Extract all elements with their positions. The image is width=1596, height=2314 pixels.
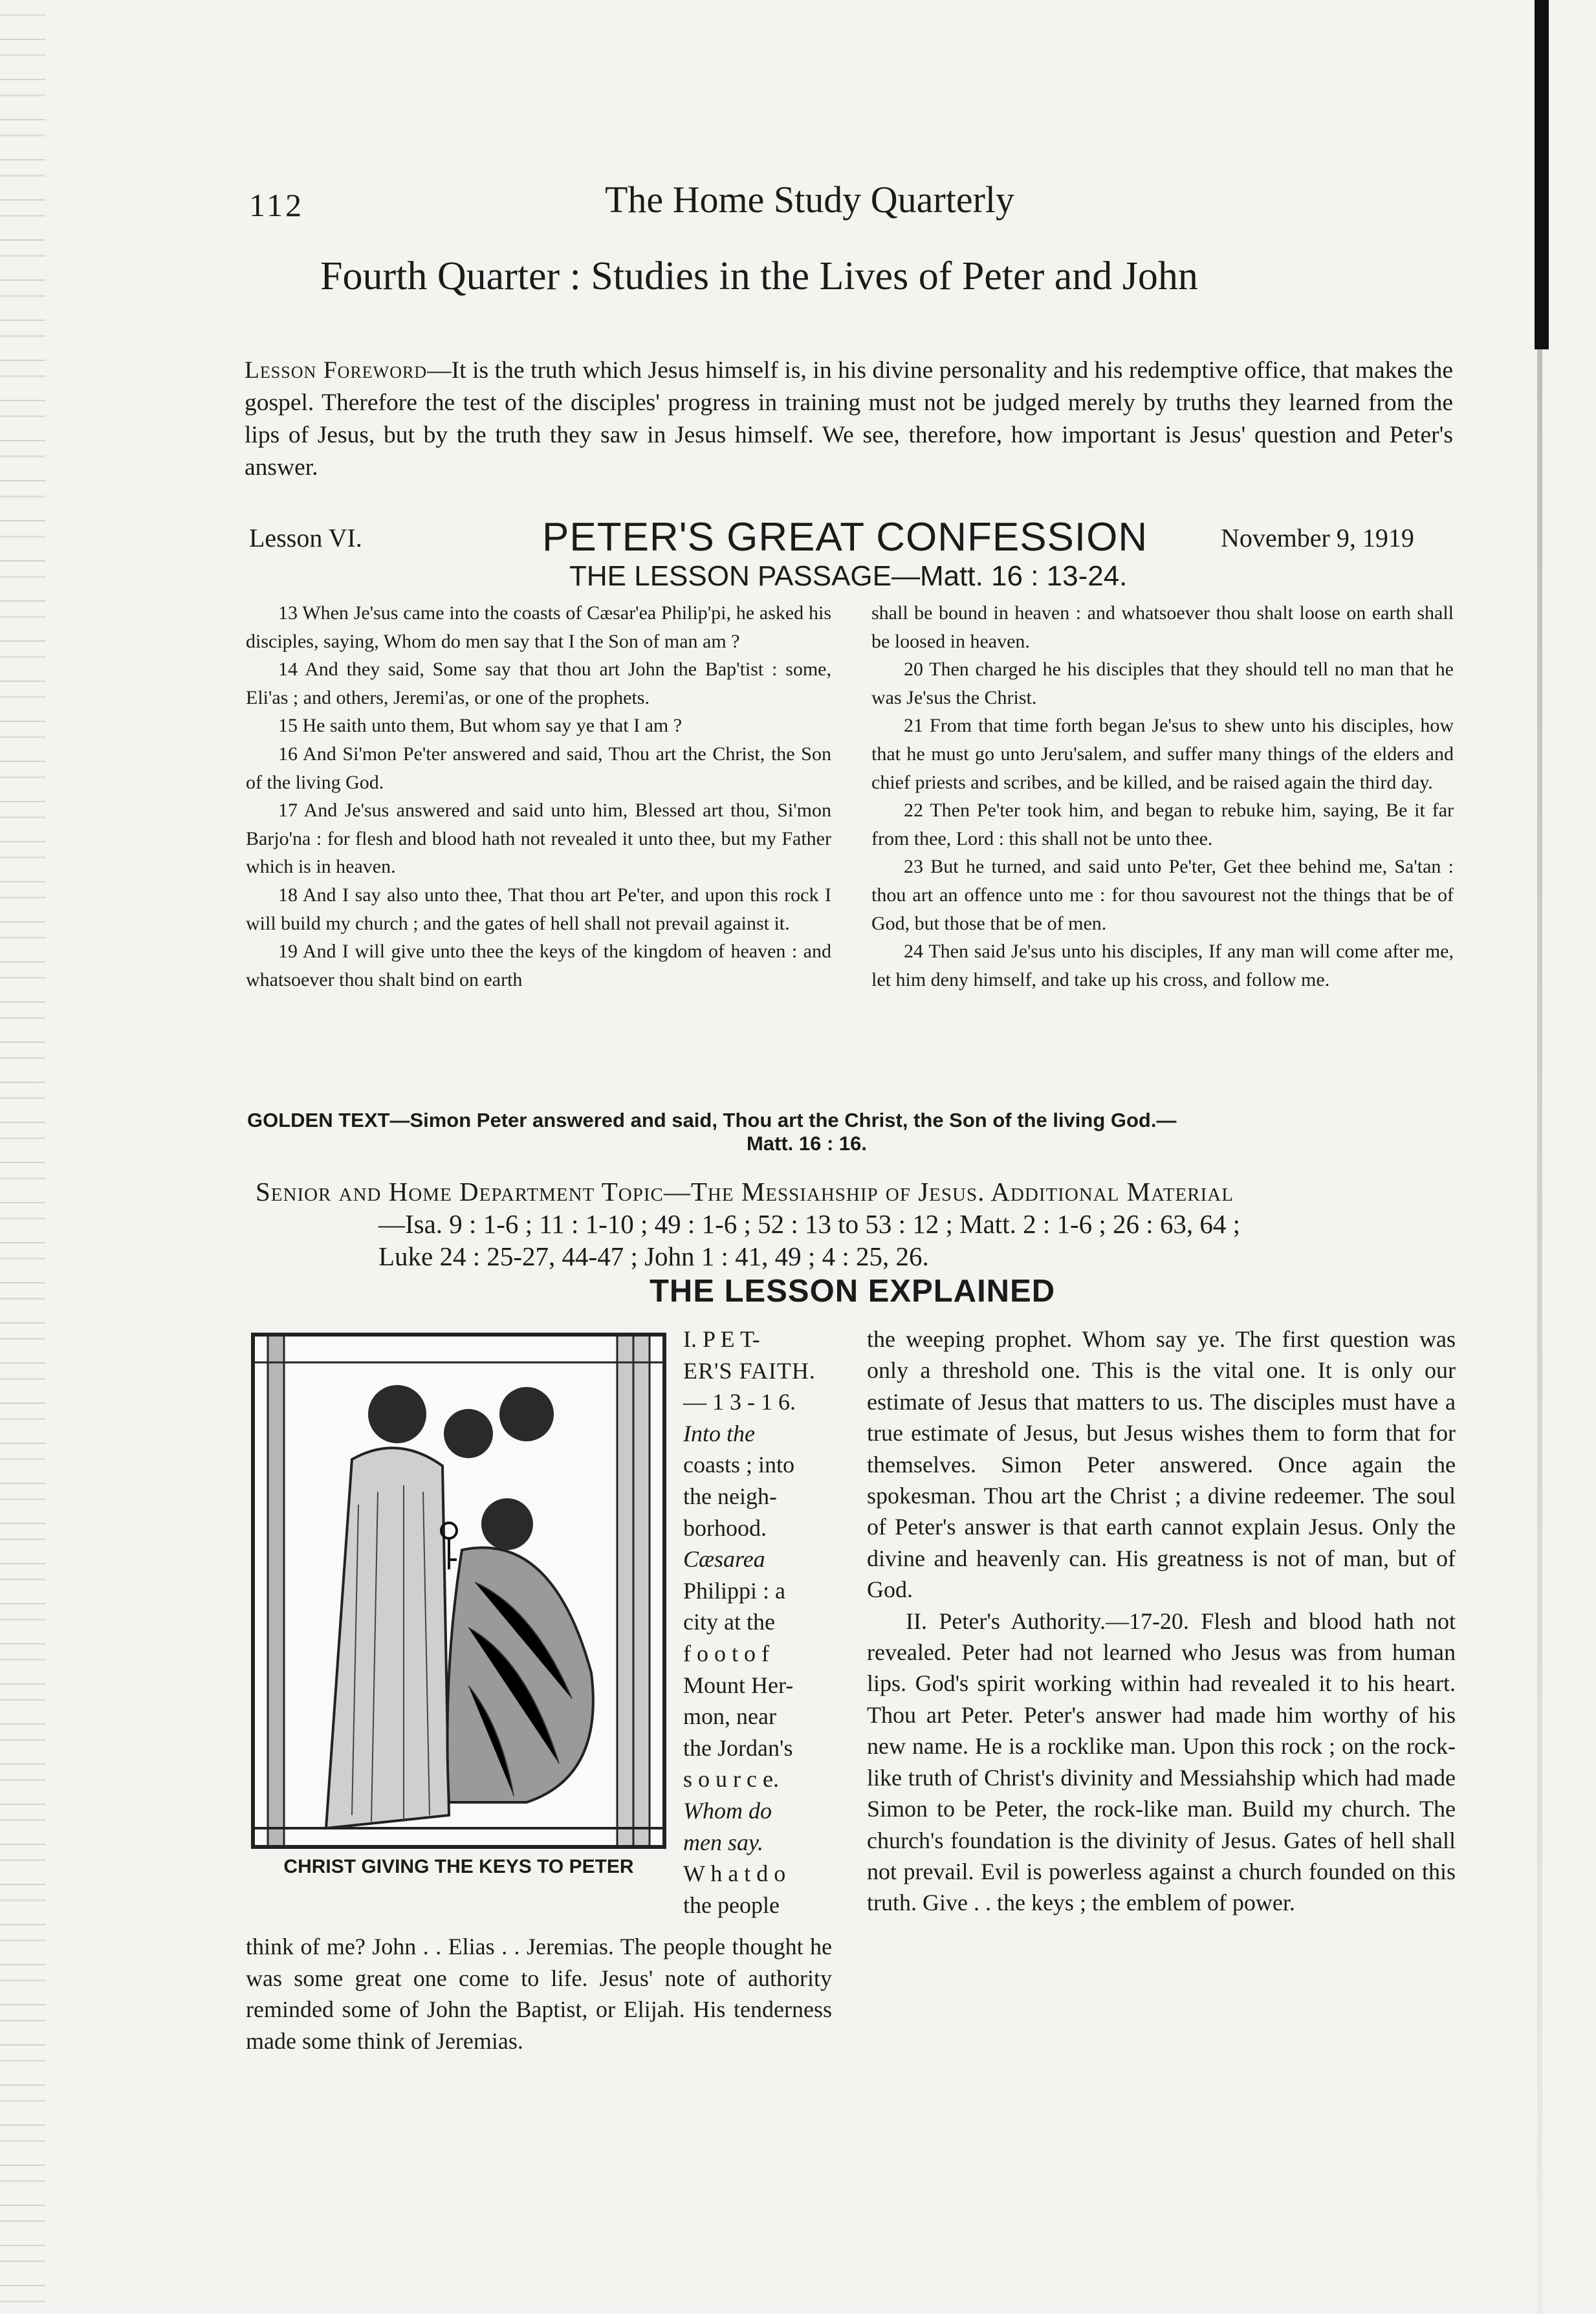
peters-faith-continuation: think of me? John . . Elias . . Jeremias. The people thought he was some great one come to life. Jesus' note of authority reminded some of John the Baptist, or Elijah. His tenderness made some think of Jeremias.	[246, 1934, 832, 2054]
narrow-line: s o u r c e.	[683, 1766, 779, 1793]
narrow-line: coasts ; into	[683, 1452, 794, 1478]
verse: 14 And they said, Some say that thou art John the Bap'tist : some, Eli'as ; and others, Jeremi'as, or one of the prophets.	[246, 659, 831, 708]
golden-text	[247, 1109, 1463, 1155]
narrow-line: Into the	[683, 1420, 755, 1446]
engraving-image	[255, 1337, 662, 1845]
foreword-text: —It is the truth which Jesus himself is, in his divine personality and his redemptive office, that makes the gospel. Therefore the test of the disciples' progress in training must not be judged merely by truths they learned from the lips of Jesus, but by the truth they saw in Jesus himself. We see, therefore, how important is Jesus' question and Peter's answer.	[245, 357, 1453, 481]
page-number: 112	[249, 187, 305, 223]
senior-department-topic	[256, 1175, 1459, 1272]
verse: 24 Then said Je'sus unto his disciples, If any man will come after me, let him deny himself, and take up his cross, and follow me.	[871, 941, 1454, 990]
foreword-label: Lesson Foreword	[245, 357, 428, 384]
commentary-paragraph-1: the weeping prophet. Whom say ye. The first question was only a threshold one. This is the vital one. It is only our estimate of Jesus that matters to us. The disciples must have a true estimate of Jesus, but Jesus wishes them to form that for themselves. Simon Peter answered. Once again the spokesman. Thou art the Christ ; a divine redeemer. The soul of Peter's answer is that earth cannot explain Jesus. Only the divine and heavenly can. His greatness is not of man, but of God.	[867, 1326, 1456, 1603]
verse: 21 From that time forth began Je'sus to shew unto his disciples, how that he must go unto Jeru'salem, and suffer many things of the elders and chief priests and scribes, and be killed, and be raised again the third day.	[871, 715, 1454, 793]
narrow-line: mon, near	[683, 1703, 776, 1730]
narrow-line: Philippi : a	[683, 1577, 786, 1604]
verse: 20 Then charged he his disciples that they should tell no man that he was Je'sus the Christ.	[871, 659, 1454, 708]
passage-left-column	[246, 599, 831, 994]
narrow-line: borhood.	[683, 1514, 767, 1541]
verse: 17 And Je'sus answered and said unto him, Blessed art thou, Si'mon Barjo'na : for flesh and blood hath not revealed it unto thee, but my Father which is in heaven.	[246, 800, 831, 878]
narrow-line: Whom do	[683, 1797, 772, 1824]
lesson-explained-heading: THE LESSON EXPLAINED	[650, 1274, 1056, 1309]
verse: 23 But he turned, and said unto Pe'ter, Get thee behind me, Sa'tan : thou art an offence unto me : for thou savourest not the things that be of God, but those that be of men.	[871, 856, 1454, 934]
verse-continuation: shall be bound in heaven : and whatsoever thou shalt loose on earth shall be loosed in heaven.	[871, 602, 1454, 652]
running-title: The Home Study Quarterly	[605, 179, 1015, 221]
senior-line-3: Luke 24 : 25-27, 44-47 ; John 1 : 41, 49 ; 4 : 25, 26.	[378, 1241, 929, 1271]
verse: 15 He saith unto them, But whom say ye that I am ?	[278, 715, 683, 737]
verse: 13 When Je'sus came into the coasts of Cæsar'ea Philip'pi, he asked his disciples, saying, Whom do men say that I the Son of man am ?	[246, 602, 831, 652]
verse: 18 And I say also unto thee, That thou art Pe'ter, and upon this rock I will build my church ; and the gates of hell shall not prevail against it.	[246, 884, 831, 934]
narrow-line: men say.	[683, 1829, 763, 1855]
narrow-line: the Jordan's	[683, 1734, 793, 1761]
illustration-christ-giving-keys	[251, 1333, 666, 1849]
verse: 19 And I will give unto thee the keys of the kingdom of heaven : and whatsoever thou shalt bind on earth	[246, 941, 831, 990]
narrow-line: — 1 3 - 1 6.	[683, 1389, 796, 1415]
senior-line-1: Senior and Home Department Topic—The Messiahship of Jesus. Additional Material	[256, 1177, 1234, 1206]
commentary-right-column	[867, 1324, 1456, 1919]
peters-faith-narrow-column	[683, 1324, 832, 1921]
commentary-paragraph-2: II. Peter's Authority.—17-20. Flesh and blood hath not revealed. Peter had not learned who Jesus was from human lips. God's spirit working within had revealed it to his heart. Thou art Peter. Peter's answer had made him worthy of his new name. He is a rocklike man. Upon this rock ; on the rock-like truth of Christ's divinity and Messiahship which had made Simon to be Peter, the rock-like man. Build my church. The church's foundation is the divinity of Jesus. Gates of hell shall not prevail. Evil is powerless against a church founded on this truth. Give . . the keys ; the emblem of power.	[867, 1608, 1456, 1916]
narrow-line: the people	[683, 1892, 780, 1918]
scan-edge-shadow	[1537, 349, 1542, 2314]
narrow-line: W h a t d o	[683, 1861, 786, 1887]
verse: 22 Then Pe'ter took him, and began to rebuke him, saying, Be it far from thee, Lord : this shall not be unto thee.	[871, 800, 1454, 849]
golden-text-reference: Matt. 16 : 16.	[746, 1132, 868, 1155]
narrow-line: I. P E T-	[683, 1326, 760, 1352]
illustration-caption: CHRIST GIVING THE KEYS TO PETER	[283, 1856, 634, 1877]
verse: 16 And Si'mon Pe'ter answered and said, Thou art the Christ, the Son of the living God.	[246, 743, 831, 793]
narrow-line: ER'S FAITH.	[683, 1357, 816, 1384]
lesson-foreword	[245, 355, 1453, 484]
narrow-line: f o o t o f	[683, 1640, 769, 1666]
senior-line-2: —Isa. 9 : 1-6 ; 11 : 1-10 ; 49 : 1-6 ; 52 : 13 to 53 : 12 ; Matt. 2 : 1-6 ; 26 : 63, 64 ;	[378, 1209, 1241, 1239]
narrow-line: city at the	[683, 1609, 775, 1635]
scan-edge-bar	[1535, 0, 1549, 349]
golden-text-main: GOLDEN TEXT—Simon Peter answered and said, Thou art the Christ, the Son of the living God.—	[247, 1109, 1177, 1131]
lesson-title: PETER'S GREAT CONFESSION	[542, 515, 1148, 560]
lesson-passage-heading: THE LESSON PASSAGE—Matt. 16 : 13-24.	[569, 560, 1128, 592]
narrow-line: the neigh-	[683, 1483, 777, 1509]
lesson-date: November 9, 1919	[1221, 523, 1414, 552]
narrow-line: Mount Her-	[683, 1672, 794, 1698]
book-spine-edge	[0, 0, 45, 2314]
lesson-number: Lesson VI.	[249, 523, 362, 552]
quarter-title: Fourth Quarter : Studies in the Lives of Peter and John	[320, 254, 1198, 298]
passage-right-column	[871, 599, 1454, 994]
narrow-line: Cæsarea	[683, 1546, 765, 1573]
